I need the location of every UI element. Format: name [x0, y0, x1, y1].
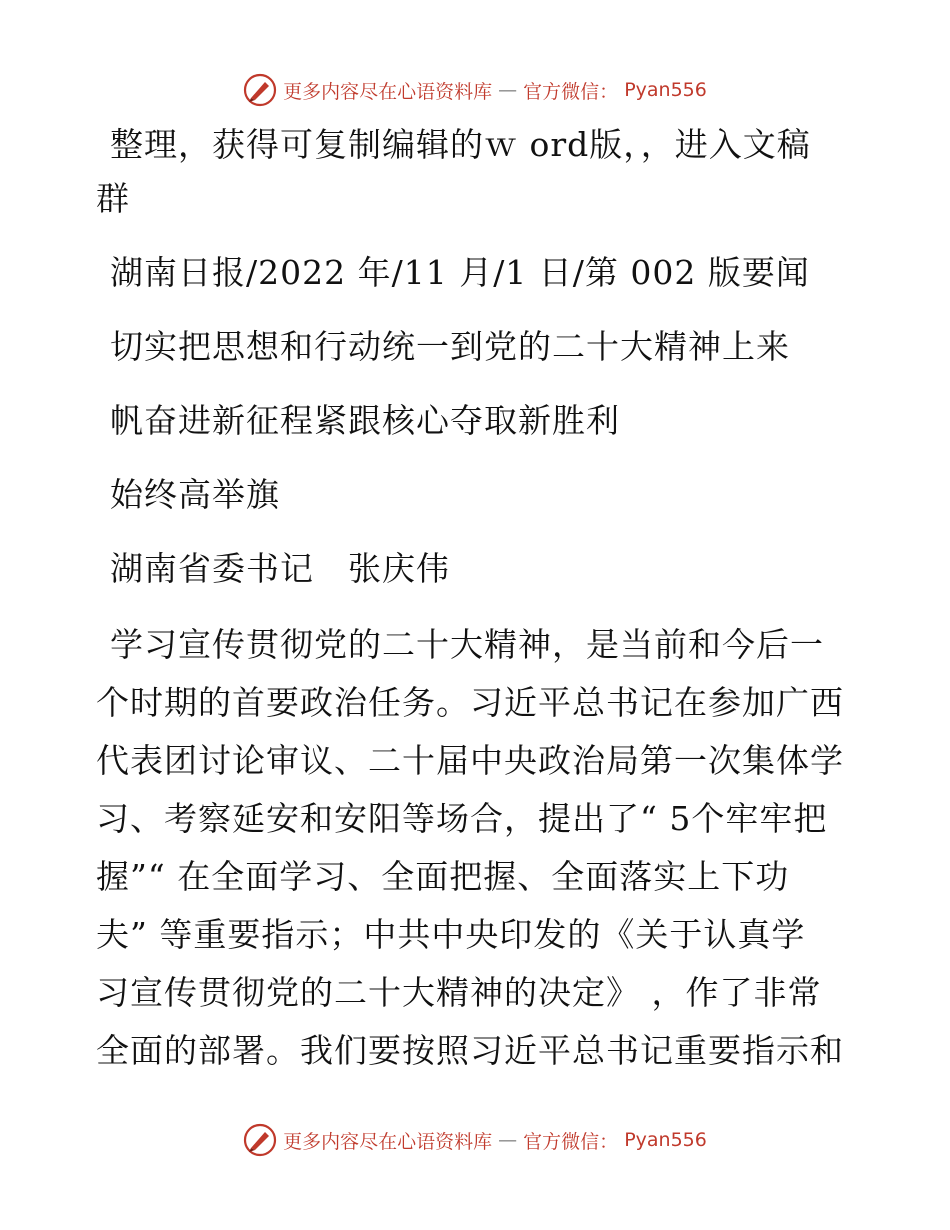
- body-line: 个时期的首要政治任务。习近平总书记在参加广西: [96, 683, 844, 722]
- title-line-2: 帆奋进新征程紧跟核心夺取新胜利: [110, 401, 620, 440]
- author-line: 湖南省委书记 张庆伟: [110, 549, 450, 588]
- watermark-label: 官方微信：: [523, 80, 619, 103]
- watermark-separator: —: [498, 79, 518, 101]
- intro-line-2: 群: [96, 179, 130, 218]
- body-line: 学习宣传贯彻党的二十大精神，是当前和今后一: [110, 625, 824, 664]
- source-line: 湖南日报/2022 年/11 月/1 日/第 002 版要闻: [110, 253, 810, 292]
- document-content: [96, 118, 876, 1080]
- pen-logo-icon: [243, 1123, 277, 1157]
- body-line: 夫” 等重要指示；中共中央印发的《关于认真学: [96, 915, 806, 954]
- watermark-footer: [0, 1120, 950, 1160]
- body-line: 习宣传贯彻党的二十大精神的决定》 ，作了非常: [96, 973, 822, 1012]
- watermark-header: [0, 70, 950, 110]
- body-line: 全面的部署。我们要按照习近平总书记重要指示和: [96, 1031, 844, 1070]
- body-paragraph: [96, 616, 876, 1080]
- body-line: 代表团讨论审议、二十届中央政治局第一次集体学: [96, 741, 844, 780]
- body-line: 习、考察延安和安阳等场合，提出了“ 5个牢牢把: [96, 799, 828, 838]
- watermark-separator: —: [498, 1129, 518, 1151]
- title-line-3: 始终高举旗: [110, 475, 280, 514]
- watermark-handle: Pyan556: [624, 79, 707, 101]
- pen-logo-icon: [243, 73, 277, 107]
- intro-line-1: 整理，获得可复制编辑的ｗ ord版，，进入文稿: [110, 125, 811, 164]
- title-line-1: 切实把思想和行动统一到党的二十大精神上来: [110, 327, 790, 366]
- watermark-handle: Pyan556: [624, 1129, 707, 1151]
- watermark-text: 更多内容尽在心语资料库: [283, 80, 493, 103]
- watermark-text: 更多内容尽在心语资料库: [283, 1130, 493, 1153]
- body-line: 握”“ 在全面学习、全面把握、全面落实上下功: [96, 857, 790, 896]
- watermark-label: 官方微信：: [523, 1130, 619, 1153]
